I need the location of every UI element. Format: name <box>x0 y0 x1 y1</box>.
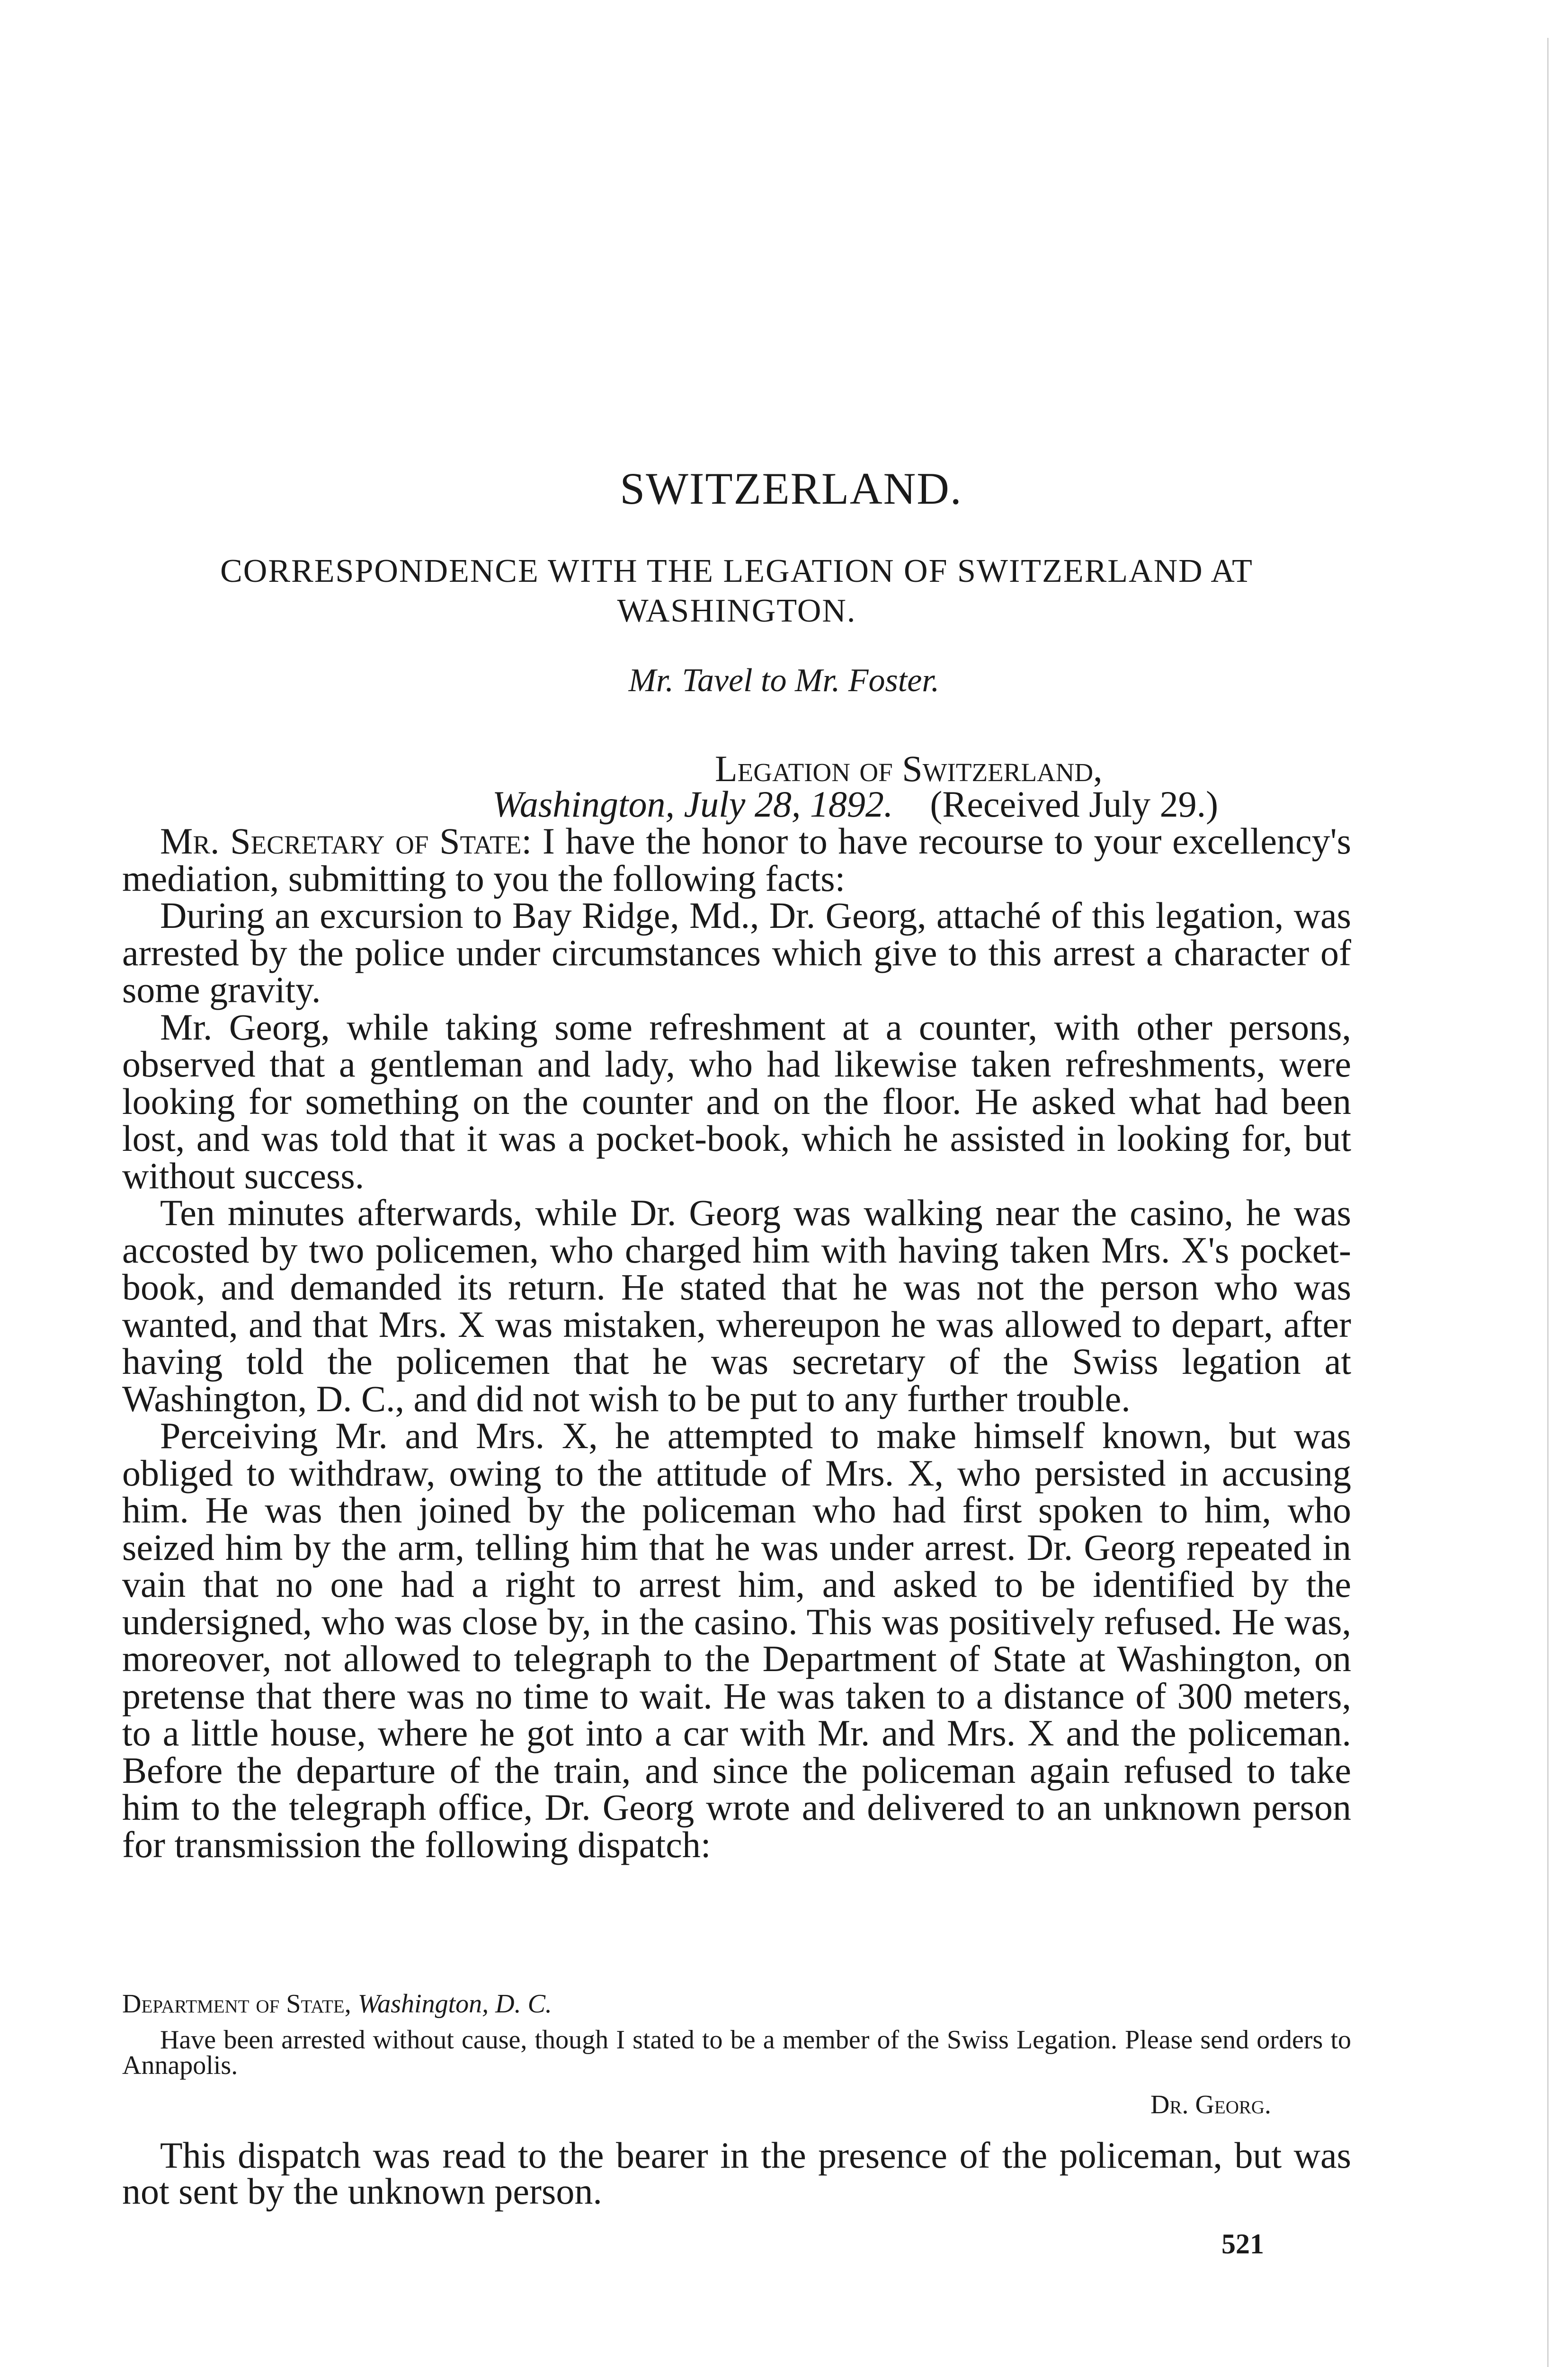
closing-paragraph <box>122 2135 1351 2212</box>
section-subtitle: CORRESPONDENCE WITH THE LEGATION OF SWITZERLAND AT WASHINGTON. <box>220 553 1253 629</box>
letter-body <box>122 820 1352 1865</box>
salutation: Mr. Secretary of State: <box>160 820 532 862</box>
paragraph: During an excursion to Bay Ridge, Md., Dr. Georg, attaché of this legation, was arrested by the police under circumstances which give to this arrest a character of some gravity. <box>122 895 1351 1010</box>
paragraph: Mr. Georg, while taking some refreshment at a counter, with other persons, observed that a gentleman and lady, who had likewise taken refreshments, were looking for something on the counter and on the floor. He asked what had been lost, and was told that it was a pocket-book, which he assisted in looking for, but without success. <box>122 1006 1351 1196</box>
telegram-body: Have been arrested without cause, though I stated to be a member of the Swiss Legation. Please send orders to Annapolis. <box>122 2025 1351 2080</box>
page-number: 521 <box>1221 2228 1264 2260</box>
telegram-place: Washington, D. C. <box>357 1989 552 2019</box>
paragraph: Ten minutes afterwards, while Dr. Georg was walking near the casino, he was accosted by two policemen, who charged him with having taken Mrs. X's pocket-book, and demanded its return. He stated that he was not the person who was wanted, and that Mrs. X was mistaken, whereupon he was allowed to depart, after having told the policemen that he was secretary of the Swiss legation at Washington, D. C., and did not wish to be put to any further trouble. <box>122 1192 1351 1419</box>
paragraph-text: I have the honor to have recourse to your excellency's mediation, submitting to you the following facts: <box>122 820 1352 899</box>
telegram-header <box>122 1991 552 2017</box>
dateline-place: Washington, July 28, 1892. <box>492 783 893 825</box>
dateline-received: (Received July 29.) <box>930 783 1219 825</box>
paragraph <box>122 820 1352 899</box>
letter-caption: Mr. Tavel to Mr. Foster. <box>628 662 940 699</box>
legation-header: Legation of Switzerland, <box>715 748 1103 789</box>
paragraph: This dispatch was read to the bearer in the presence of the policeman, but was not sent by the unknown person. <box>122 2135 1351 2212</box>
page-title: SWITZERLAND. <box>620 463 962 514</box>
scan-margin-line <box>1547 38 1549 2367</box>
dateline <box>492 783 1219 825</box>
paragraph: Perceiving Mr. and Mrs. X, he attempted to make himself known, but was obliged to withdraw, owing to the attitude of Mrs. X, who persisted in accusing him. He was then joined by the policeman who had first spoken to him, who seized him by the arm, telling him that he was under arrest. Dr. Georg repeated in vain that no one had a right to arrest him, and asked to be identified by the undersigned, who was close by, in the casino. This was positively refused. He was, moreover, not allowed to telegraph to the Department of State at Washington, on pretense that there was no time to wait. He was taken to a distance of 300 meters, to a little house, where he got into a car with Mr. and Mrs. X and the policeman. Before the departure of the train, and since the policeman again refused to take him to the telegraph office, Dr. Georg wrote and delivered to an unknown person for transmission the following dispatch: <box>122 1415 1351 1865</box>
telegram-signature: Dr. Georg. <box>1150 2090 1272 2119</box>
telegram-dept: Department of State, <box>122 1989 351 2019</box>
